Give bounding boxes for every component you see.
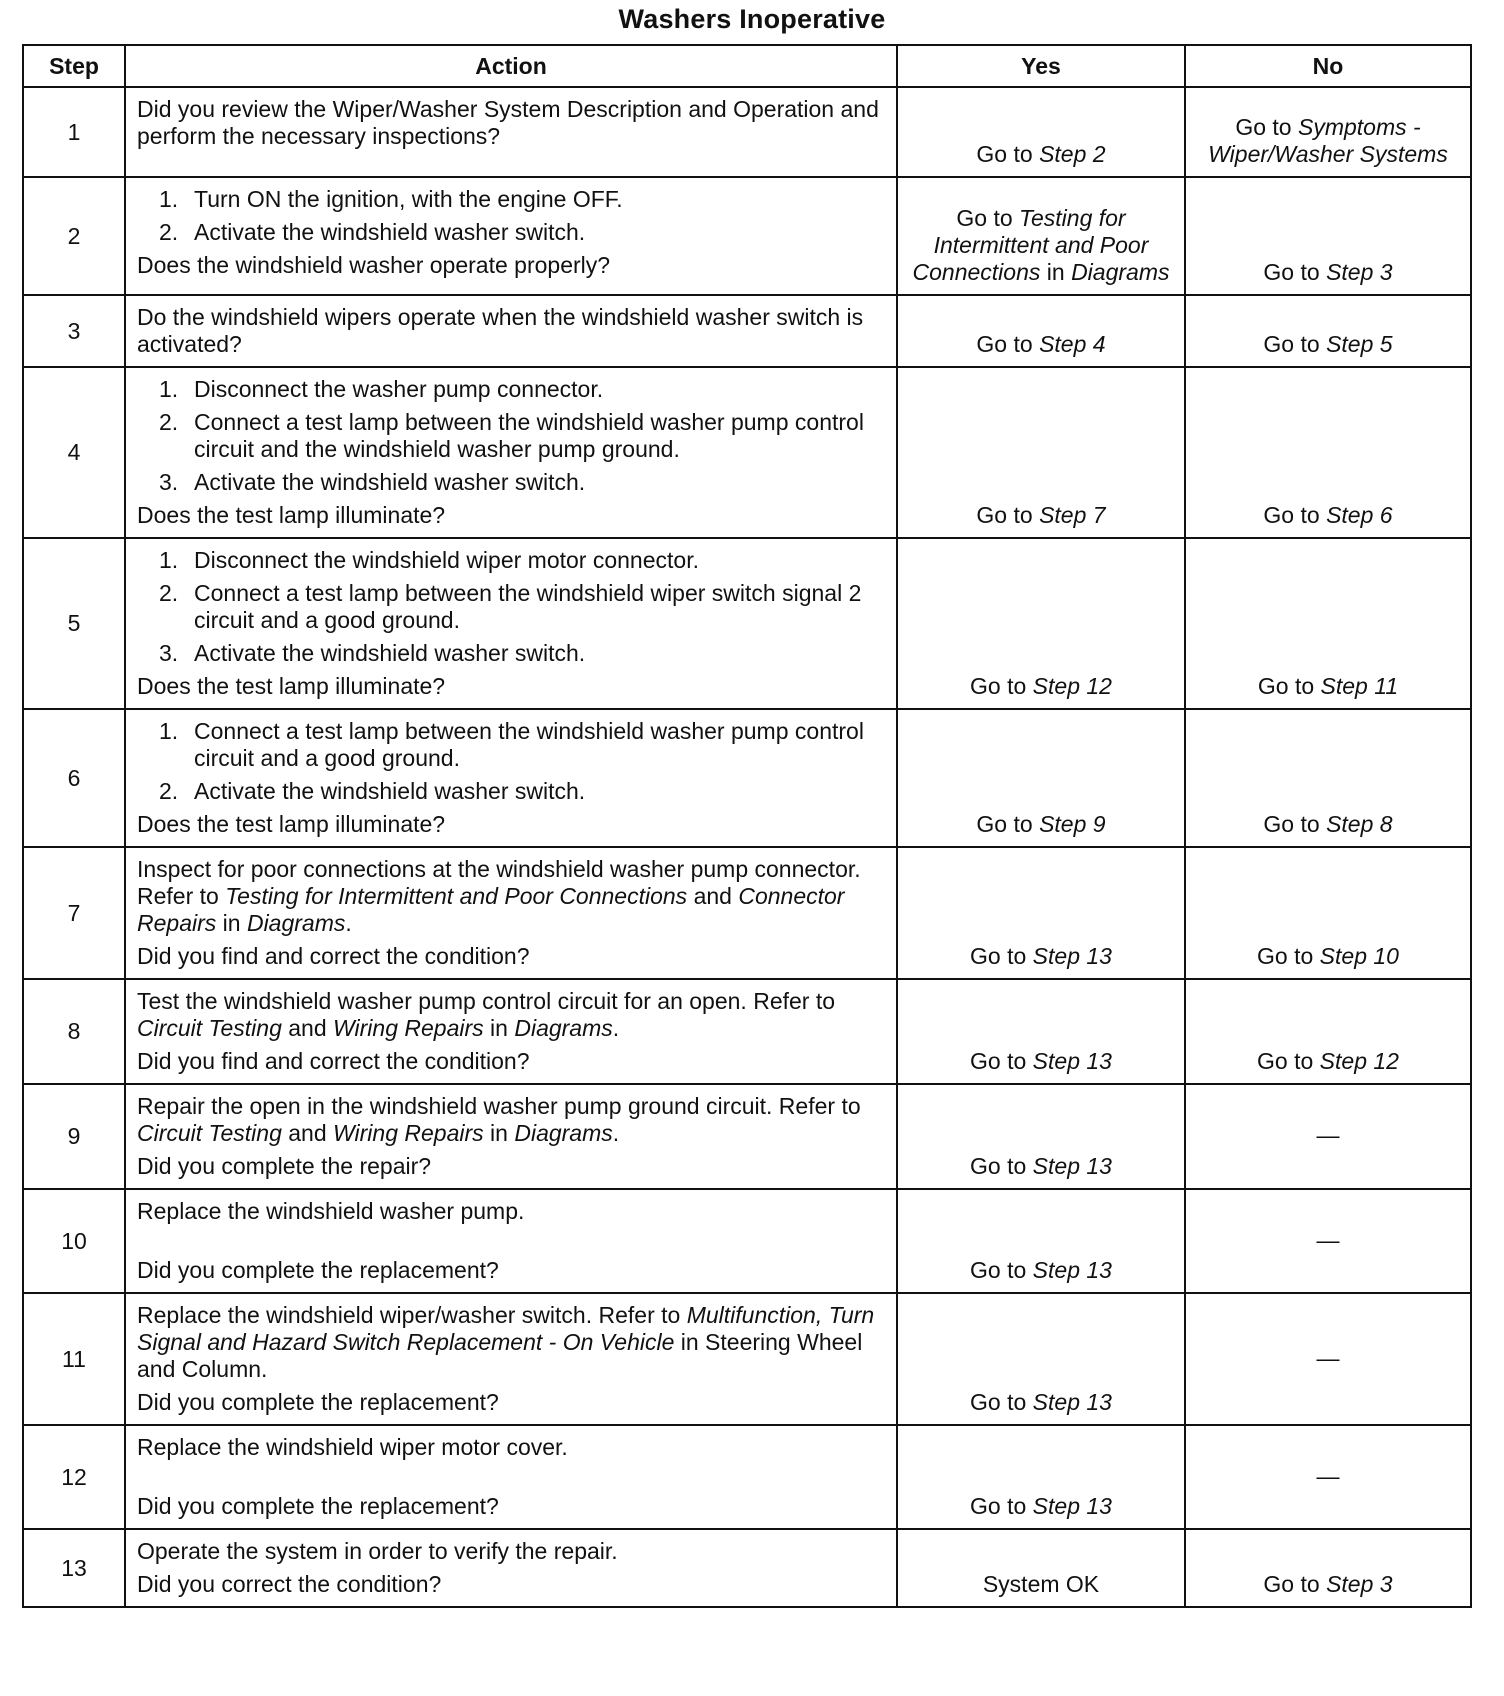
no-result — [1185, 1084, 1471, 1189]
text-segment: Replace the windshield wiper/washer switch. Refer to — [137, 1302, 687, 1328]
substep-text: Turn ON the ignition, with the engine OFF. — [194, 186, 623, 212]
text-segment: Go to — [976, 811, 1040, 837]
header-no: No — [1185, 45, 1471, 87]
substep-text: Activate the windshield washer switch. — [194, 219, 586, 245]
text-segment: in — [483, 1015, 515, 1041]
substep-number: 2. — [159, 580, 179, 606]
action-cell — [125, 1529, 897, 1607]
text-segment: in Steering Wheel and Column. — [137, 1329, 863, 1382]
substep-number: 1. — [159, 547, 179, 573]
text-segment: Go to — [970, 1153, 1033, 1179]
yes-result — [897, 1529, 1185, 1607]
substep-text: Activate the windshield washer switch. — [194, 778, 586, 804]
text-segment: Go to — [1263, 811, 1327, 837]
header-row — [23, 45, 1471, 87]
question-text: Does the test lamp illuminate? — [137, 673, 446, 699]
step-number: 11 — [23, 1293, 125, 1425]
action-cell — [125, 367, 897, 538]
substep-number: 2. — [159, 409, 179, 435]
header-yes: Yes — [897, 45, 1185, 87]
no-result — [1185, 1425, 1471, 1529]
substep-item — [137, 469, 886, 496]
action-cell — [125, 538, 897, 709]
yes-result — [897, 709, 1185, 847]
question-text: Does the test lamp illuminate? — [137, 502, 446, 528]
table-row — [23, 847, 1471, 979]
table-row — [23, 538, 1471, 709]
text-segment: — — [1316, 1122, 1340, 1148]
text-segment: — — [1316, 1344, 1340, 1371]
table-row — [23, 1425, 1471, 1529]
question-text: Did you complete the replacement? — [137, 1257, 499, 1283]
text-segment: . — [612, 1120, 620, 1146]
text-segment: Go to — [1235, 114, 1298, 140]
yes-result — [897, 1293, 1185, 1425]
yes-result — [897, 1425, 1185, 1529]
substep-text: Activate the windshield washer switch. — [194, 640, 586, 666]
no-result — [1185, 295, 1471, 367]
step-number: 6 — [23, 709, 125, 847]
text-segment: in — [216, 910, 247, 936]
text-segment: . — [345, 910, 352, 936]
text-segment: Step 3 — [1326, 259, 1393, 285]
text-segment: Step 12 — [1032, 673, 1112, 699]
yes-result — [897, 1189, 1185, 1293]
no-result — [1185, 709, 1471, 847]
yes-result — [897, 87, 1185, 177]
no-result — [1185, 177, 1471, 295]
text-segment: Step 13 — [1032, 1389, 1112, 1415]
text-segment: Step 5 — [1326, 331, 1393, 357]
substep-text: Connect a test lamp between the windshield wiper switch signal 2 circuit and a good ground. — [194, 580, 862, 633]
text-segment: Circuit Testing — [137, 1120, 282, 1146]
text-segment: Multifunction, Turn Signal and Hazard Switch Replacement - On Vehicle — [137, 1302, 875, 1355]
table-row — [23, 1529, 1471, 1607]
table-row — [23, 87, 1471, 177]
text-segment: Step 12 — [1319, 1048, 1399, 1074]
page-title: Washers Inoperative — [618, 4, 886, 34]
text-segment: Diagrams — [514, 1120, 613, 1146]
text-segment: Go to — [970, 673, 1033, 699]
table-row — [23, 709, 1471, 847]
text-segment: Go to — [1257, 673, 1321, 699]
step-number: 8 — [23, 979, 125, 1084]
text-segment: Go to — [970, 1493, 1033, 1519]
no-result — [1185, 538, 1471, 709]
table-row — [23, 979, 1471, 1084]
substep-list — [137, 186, 886, 246]
step-number: 10 — [23, 1189, 125, 1293]
text-segment: Go to — [1263, 331, 1327, 357]
substep-number: 1. — [159, 186, 179, 212]
action-cell — [125, 1293, 897, 1425]
no-result — [1185, 87, 1471, 177]
substep-item — [137, 778, 886, 805]
text-segment: Go to — [1263, 259, 1327, 285]
text-segment: Testing for Intermittent and Poor Connections — [225, 883, 688, 909]
substep-item — [137, 547, 886, 574]
action-cell — [125, 709, 897, 847]
action-text — [137, 856, 886, 937]
table-row — [23, 295, 1471, 367]
text-segment: Step 9 — [1039, 811, 1106, 837]
text-segment: Go to — [1263, 1571, 1327, 1597]
text-segment: Step 8 — [1326, 811, 1393, 837]
text-segment: Step 4 — [1039, 331, 1106, 357]
text-segment: in — [1040, 259, 1072, 285]
substep-number: 1. — [159, 376, 179, 402]
text-segment: Step 13 — [1032, 1048, 1112, 1074]
text-segment: Step 13 — [1032, 1153, 1112, 1179]
text-segment: Connector Repairs — [137, 883, 845, 936]
text-segment: Repair the open in the windshield washer pump ground circuit. Refer to — [137, 1093, 861, 1119]
substep-item — [137, 219, 886, 246]
text-segment: Step 13 — [1032, 1493, 1112, 1519]
text-segment: Symptoms - Wiper/Washer Systems — [1208, 114, 1448, 167]
step-number: 3 — [23, 295, 125, 367]
action-cell — [125, 1425, 897, 1529]
action-cell — [125, 295, 897, 367]
header-action: Action — [125, 45, 897, 87]
text-segment: Go to — [970, 1389, 1033, 1415]
text-segment: Step 13 — [1032, 1257, 1112, 1283]
question-text: Did you correct the condition? — [137, 1571, 442, 1597]
diagnostic-table — [22, 44, 1472, 1608]
text-segment: — — [1316, 1462, 1340, 1489]
text-segment: Wiring Repairs — [333, 1120, 484, 1146]
text-segment: Go to — [976, 141, 1040, 167]
yes-result — [897, 367, 1185, 538]
text-segment: Go to — [956, 205, 1020, 231]
text-segment: System OK — [982, 1571, 1100, 1597]
action-cell — [125, 847, 897, 979]
no-result — [1185, 847, 1471, 979]
substep-item — [137, 186, 886, 213]
action-text — [137, 1538, 886, 1565]
substep-list — [137, 718, 886, 805]
substep-text: Disconnect the washer pump connector. — [194, 376, 604, 402]
yes-result — [897, 177, 1185, 295]
action-text — [137, 1093, 886, 1147]
substep-item — [137, 580, 886, 634]
step-number: 4 — [23, 367, 125, 538]
table-body — [23, 87, 1471, 1607]
substep-number: 2. — [159, 219, 179, 245]
substep-item — [137, 718, 886, 772]
question-text: Did you complete the replacement? — [137, 1389, 499, 1415]
text-segment: Did you review the Wiper/Washer System Description and Operation and perform the necessary inspections? — [137, 96, 879, 149]
text-segment: Go to — [970, 943, 1033, 969]
no-result — [1185, 1293, 1471, 1425]
text-segment: Inspect for poor connections at the windshield washer pump connector. Refer to — [137, 856, 861, 909]
substep-item — [137, 409, 886, 463]
no-result — [1185, 1529, 1471, 1607]
yes-result — [897, 1084, 1185, 1189]
substep-text: Activate the windshield washer switch. — [194, 469, 586, 495]
action-text — [137, 1302, 886, 1383]
text-segment: and — [687, 883, 739, 909]
text-segment: Step 6 — [1326, 502, 1393, 528]
step-number: 13 — [23, 1529, 125, 1607]
no-result — [1185, 367, 1471, 538]
question-text: Does the test lamp illuminate? — [137, 811, 446, 837]
action-text — [137, 304, 886, 358]
yes-result — [897, 979, 1185, 1084]
substep-list — [137, 547, 886, 667]
question-text: Does the windshield washer operate properly? — [137, 252, 611, 278]
text-segment: Diagrams — [514, 1015, 613, 1041]
action-text — [137, 96, 886, 150]
action-cell — [125, 177, 897, 295]
text-segment: Wiring Repairs — [333, 1015, 484, 1041]
table-row — [23, 1189, 1471, 1293]
text-segment: Replace the windshield washer pump. — [137, 1198, 525, 1224]
text-segment: Circuit Testing — [137, 1015, 282, 1041]
text-segment: . — [612, 1015, 620, 1041]
step-number: 2 — [23, 177, 125, 295]
substep-list — [137, 376, 886, 496]
substep-number: 3. — [159, 469, 179, 495]
step-number: 7 — [23, 847, 125, 979]
text-segment: Go to — [1257, 943, 1320, 969]
text-segment: Step 10 — [1319, 943, 1399, 969]
text-segment: Go to — [970, 1048, 1033, 1074]
no-result — [1185, 1189, 1471, 1293]
text-segment: Go to — [976, 502, 1040, 528]
substep-text: Connect a test lamp between the windshield washer pump control circuit and a good ground. — [194, 718, 864, 771]
yes-result — [897, 538, 1185, 709]
action-cell — [125, 1084, 897, 1189]
substep-number: 3. — [159, 640, 179, 666]
question-text: Did you find and correct the condition? — [137, 943, 530, 969]
text-segment: Go to — [970, 1257, 1033, 1283]
action-text — [137, 988, 886, 1042]
question-text: Did you complete the replacement? — [137, 1493, 499, 1519]
text-segment: Testing for Intermittent and Poor Connections — [912, 205, 1149, 285]
text-segment: Step 7 — [1039, 502, 1106, 528]
header-step: Step — [23, 45, 125, 87]
action-cell — [125, 87, 897, 177]
text-segment: Go to — [1257, 1048, 1320, 1074]
text-segment: in — [483, 1120, 515, 1146]
action-text — [137, 1198, 886, 1225]
text-segment: Replace the windshield wiper motor cover. — [137, 1434, 568, 1460]
text-segment: Step 3 — [1326, 1571, 1393, 1597]
question-text: Did you find and correct the condition? — [137, 1048, 530, 1074]
question-text: Did you complete the repair? — [137, 1153, 432, 1179]
table-row — [23, 177, 1471, 295]
substep-item — [137, 640, 886, 667]
substep-number: 1. — [159, 718, 179, 744]
yes-result — [897, 847, 1185, 979]
action-cell — [125, 1189, 897, 1293]
step-number: 9 — [23, 1084, 125, 1189]
yes-result — [897, 295, 1185, 367]
text-segment: Diagrams — [1071, 259, 1170, 285]
substep-number: 2. — [159, 778, 179, 804]
text-segment: Do the windshield wipers operate when the windshield washer switch is activated? — [137, 304, 864, 357]
substep-text: Connect a test lamp between the windshield washer pump control circuit and the windshield washer pump ground. — [194, 409, 864, 462]
step-number: 12 — [23, 1425, 125, 1529]
text-segment: and — [281, 1120, 334, 1146]
substep-text: Disconnect the windshield wiper motor connector. — [194, 547, 699, 573]
text-segment: Step 11 — [1320, 673, 1399, 699]
substep-item — [137, 376, 886, 403]
table-row — [23, 367, 1471, 538]
text-segment: and — [281, 1015, 334, 1041]
text-segment: Operate the system in order to verify the repair. — [137, 1538, 618, 1564]
action-text — [137, 1434, 886, 1461]
text-segment: — — [1316, 1226, 1340, 1253]
action-cell — [125, 979, 897, 1084]
table-row — [23, 1293, 1471, 1425]
text-segment: Test the windshield washer pump control circuit for an open. Refer to — [137, 988, 836, 1014]
no-result — [1185, 979, 1471, 1084]
table-row — [23, 1084, 1471, 1189]
text-segment: Step 13 — [1032, 943, 1112, 969]
text-segment: Go to — [976, 331, 1040, 357]
step-number: 1 — [23, 87, 125, 177]
text-segment: Go to — [1263, 502, 1327, 528]
text-segment: Step 2 — [1039, 141, 1106, 167]
text-segment: Diagrams — [246, 910, 346, 936]
step-number: 5 — [23, 538, 125, 709]
